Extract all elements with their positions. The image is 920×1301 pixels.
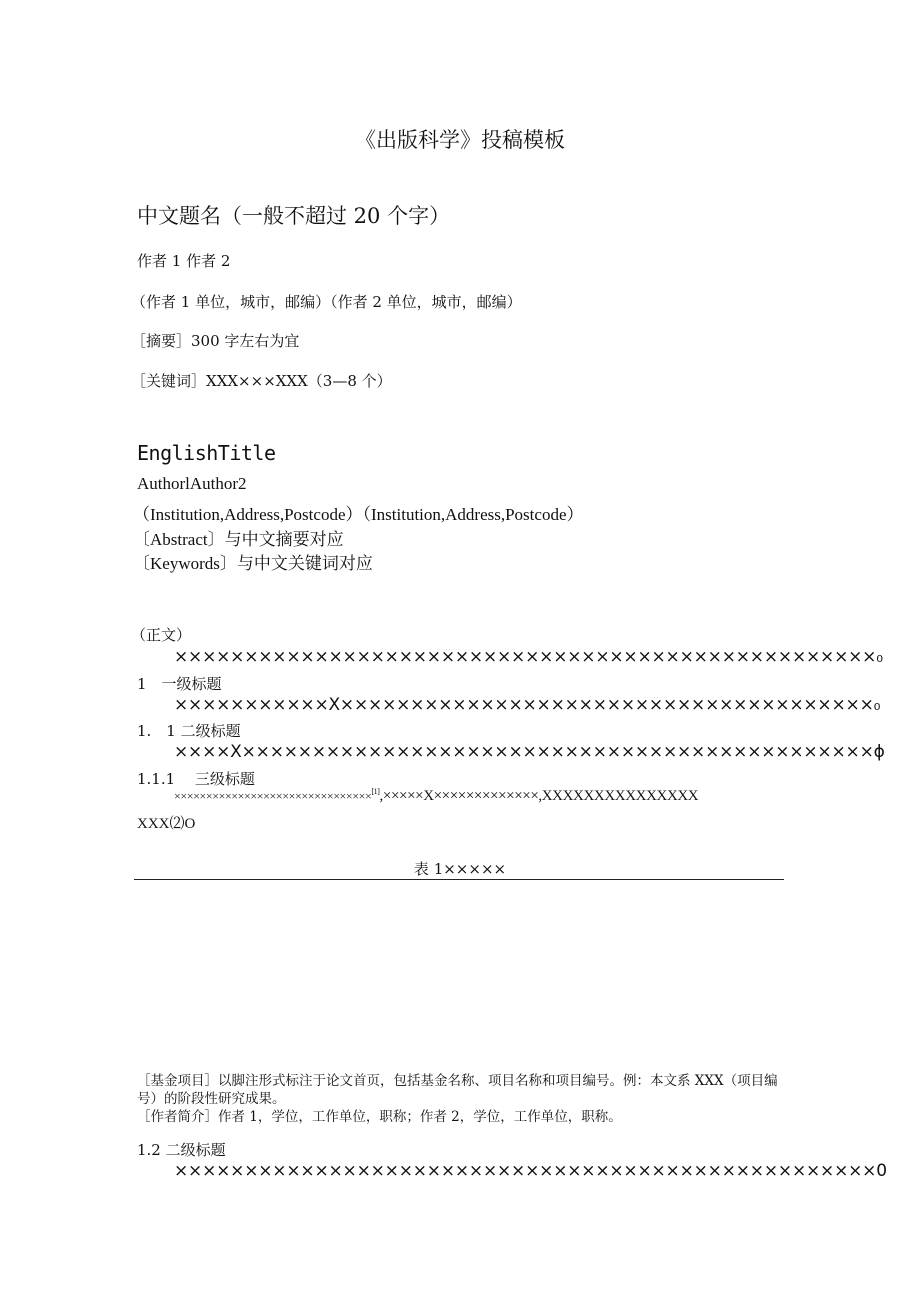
heading-level-3: 1.1.1 三级标题 (137, 770, 255, 788)
abstract-label: ［摘要］ (131, 332, 192, 350)
english-abstract: 〔Abstract〕与中文摘要对应 (133, 530, 344, 549)
chinese-title: 中文题名（一般不超过 20 个字） (137, 204, 451, 228)
table-top-rule (134, 879, 784, 880)
body-paragraph-4 (174, 787, 698, 805)
section-1-2-paragraph: ××××××××××××××××××××××××××××××××××××××××××××××××××0 (174, 1161, 887, 1181)
table-caption: 表 1××××× (413, 860, 507, 878)
chinese-abstract (131, 330, 299, 351)
footnote-author-bio: ［作者简介］作者 1，学位，工作单位，职称；作者 2，学位，工作单位，职称。 (137, 1109, 622, 1125)
english-authors: AuthorlAuthor2 (137, 474, 247, 493)
body-paragraph-1: ××××××××××××××××××××××××××××××××××××××××××××××××××₀ (174, 647, 883, 667)
abstract-text: 300 字左右为宜 (191, 332, 300, 350)
english-title: EnglishTitle (137, 441, 276, 465)
footnote-fund-continued: 号）的阶段性研究成果。 (137, 1091, 286, 1107)
citation-sup: [1] (371, 787, 380, 796)
english-keywords: 〔Keywords〕与中文关键词对应 (133, 554, 373, 573)
body-label: （正文） (131, 626, 192, 644)
heading-level-1: 1 一级标题 (137, 675, 222, 693)
keywords-label: ［关键词］ (131, 372, 207, 390)
body-paragraph-2: ×××××××××××X××××××××××××××××××××××××××××××××××××××₀ (174, 695, 881, 715)
heading-level-2: 1. 1 二级标题 (137, 722, 241, 740)
chinese-authors: 作者 1 作者 2 (137, 252, 231, 270)
keywords-text: XXX×××XXX（3—8 个） (206, 372, 392, 390)
body-paragraph-3: ××××X×××××××××××××××××××××××××××××××××××××××××××××ɸ (174, 742, 885, 762)
heading-1-2: 1.2 二级标题 (137, 1141, 226, 1159)
english-affiliations: （Institution,Address,Postcode）（Institution,Address,Postcode） (133, 505, 584, 524)
chinese-keywords (131, 370, 392, 391)
chinese-affiliations: （作者 1 单位，城市，邮编）（作者 2 单位，城市，邮编） (131, 293, 522, 311)
footnote-fund: ［基金项目］以脚注形式标注于论文首页，包括基金名称、项目名称和项目编号。例：本文系 XXX（项目编 (137, 1073, 778, 1089)
document-title: 《出版科学》投稿模板 (355, 128, 565, 152)
para4-text-b: ,×××××X×××××××××××××,XXXXXXXXXXXXXXX (379, 788, 699, 804)
body-paragraph-4-continued: XXX⑵O (137, 816, 196, 832)
para4-text-a: ××××××××××××××××××××××××××××××× (174, 789, 372, 803)
